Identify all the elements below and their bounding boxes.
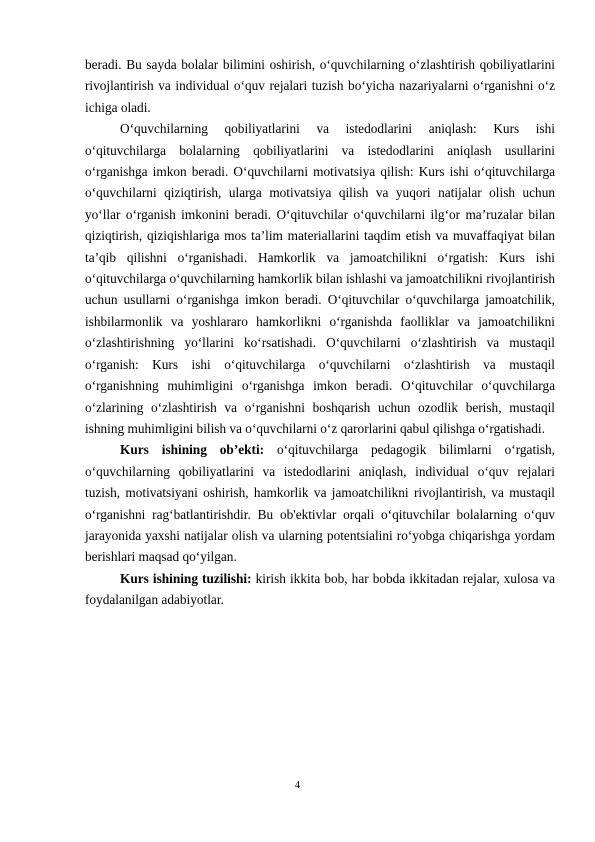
paragraph-1-text: beradi. Bu sayda bolalar bilimini oshirish, o‘quvchilarning o‘zlashtirish qobiliyatlarini rivojlantirish va individual o‘quv rejalari tuzish bo‘yicha nazariyalarni o‘rganishni o‘z ichiga oladi.	[85, 57, 555, 115]
paragraph-4-text: kirish ikkita bob, har bobda ikkitadan rejalar, xulosa va foydalanilgan adabiyotlar.	[85, 570, 555, 608]
document-body	[85, 54, 555, 611]
paragraph-2	[85, 118, 555, 439]
paragraph-3-text: o‘qituvchilarga pedagogik bilimlarni o‘rgatish, o‘quvchilarning qobiliyatlarini va istedodlarini aniqlash, individual o‘quv rejalari tuzish, motivatsiyani oshirish, hamkorlik va jamoatchilikni rivojlantirish, va mustaqil o‘rganishni rag‘batlantirishdir. Bu ob'ektivlar orqali o‘qituvchilar bolalarning o‘quv jarayonida yaxshi natijalar olish va ularning potentsialini ro‘yobga chiqarishga yordam berishlari maqsad qo‘yilgan.	[85, 442, 555, 565]
paragraph-2-text: O‘quvchilarning qobiliyatlarini va istedodlarini aniqlash: Kurs ishi o‘qituvchilarga bolalarning qobiliyatlarini va istedodlarini aniqlash usullarini o‘rganishga imkon beradi. O‘quvchilarni motivatsiya qilish: Kurs ishi o‘qituvchilarga o‘quvchilarni qiziqtirish, ularga motivatsiya qilish va yuqori natijalar olish uchun yo‘llar o‘rganish imkonini beradi. O‘qituvchilar o‘quvchilarni ilg‘or ma’ruzalar bilan qiziqtirish, qiziqishlariga mos ta’lim materiallarini taqdim etish va muvaffaqiyat bilan ta’qib qilishni o‘rganishadi. Hamkorlik va jamoatchilikni o‘rgatish: Kurs ishi o‘qituvchilarga o‘quvchilarning hamkorlik bilan ishlashi va jamoatchilikni rivojlantirish uchun usullarni o‘rganishga imkon beradi. O‘qituvchilar o‘quvchilarga jamoatchilik, ishbilarmonlik va yoshlararo hamkorlikni o‘rganishda faolliklar va jamoatchilikni o‘zlashtirishning yo‘llarini ko‘rsatishadi. O‘quvchilarni o‘zlashtirish va mustaqil o‘rganish: Kurs ishi o‘qituvchilarga o‘quvchilarni o‘zlashtirish va mustaqil o‘rganishning muhimligini o‘rganishga imkon beradi. O‘qituvchilar o‘quvchilarga o‘zlarining o‘zlashtirish va o‘rganishni boshqarish uchun ozodlik berish, mustaqil ishning muhimligini bilish va o‘quvchilarni o‘z qarorlarini qabul qilishga o‘rgatishadi.	[85, 121, 555, 436]
paragraph-3-heading: Kurs ishining ob’ekti:	[120, 442, 265, 458]
paragraph-4-heading: Kurs ishining tuzilishi:	[120, 570, 252, 586]
paragraph-1	[85, 54, 555, 118]
paragraph-3	[85, 439, 555, 567]
paragraph-4	[85, 568, 555, 611]
page-number: 4	[294, 780, 301, 791]
